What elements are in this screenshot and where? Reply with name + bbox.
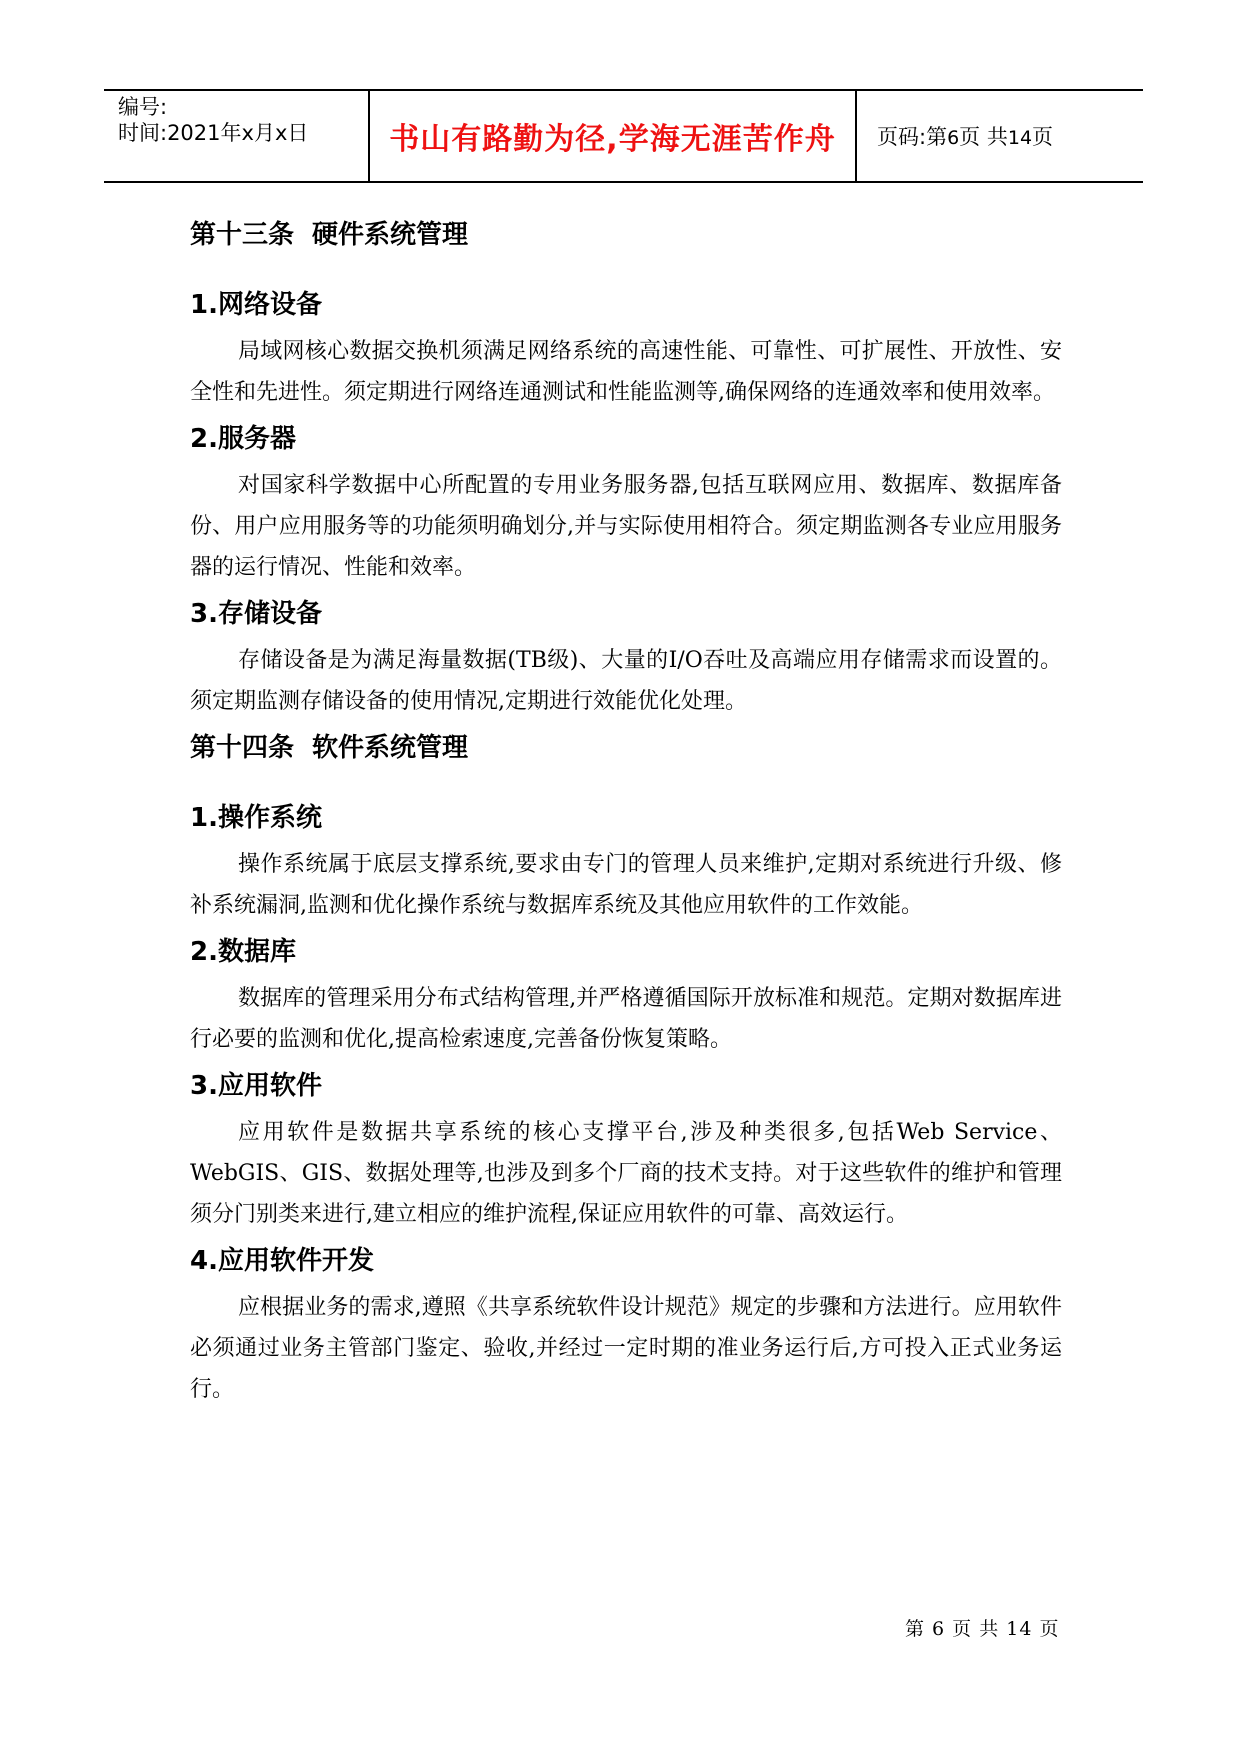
page-end: 页 — [1032, 125, 1054, 149]
section-paragraph: 局域网核心数据交换机须满足网络系统的高速性能、可靠性、可扩展性、开放性、安全性和先进性。须定期进行网络连通测试和性能监测等,确保网络的连通效率和使用效率。 — [190, 339, 1062, 405]
header-info-cell — [104, 91, 368, 181]
document-time-label: 时间:2021年x月x日 — [118, 121, 309, 145]
section-paragraph: 操作系统属于底层支撑系统,要求由专门的管理人员来维护,定期对系统进行升级、修补系统漏洞,监测和优化操作系统与数据库系统及其他应用软件的工作效能。 — [190, 852, 1062, 918]
section-heading: 1.网络设备 — [190, 290, 322, 320]
article-heading — [190, 730, 1062, 766]
article-title: 硬件系统管理 — [312, 220, 469, 250]
page-label: 页码:第 — [877, 125, 948, 149]
section-heading: 2.服务器 — [190, 424, 296, 454]
section-heading: 2.数据库 — [190, 937, 296, 967]
section-paragraph: 应根据业务的需求,遵照《共享系统软件设计规范》规定的步骤和方法进行。应用软件必须通过业务主管部门鉴定、验收,并经过一定时期的准业务运行后,方可投入正式业务运行。 — [190, 1295, 1062, 1402]
section-heading: 4.应用软件开发 — [190, 1246, 374, 1276]
section-paragraph: 对国家科学数据中心所配置的专用业务服务器,包括互联网应用、数据库、数据库备份、用户应用服务等的功能须明确划分,并与实际使用相符合。须定期监测各专业应用服务器的运行情况、性能和效率。 — [190, 473, 1062, 580]
header-page-cell — [857, 91, 1143, 181]
document-number-label: 编号: — [118, 95, 168, 119]
page-total: 14 — [1007, 127, 1033, 149]
article-heading — [190, 217, 1062, 253]
page-footer: 第 6 页 共 14 页 — [905, 1618, 1060, 1640]
article-title: 软件系统管理 — [312, 733, 469, 763]
page-header — [104, 89, 1143, 183]
section-paragraph: 应用软件是数据共享系统的核心支撑平台,涉及种类很多,包括Web Service、WebGIS、GIS、数据处理等,也涉及到多个厂商的技术支持。对于这些软件的维护和管理须分门别类来进行,建立相应的维护流程,保证应用软件的可靠、高效运行。 — [190, 1120, 1062, 1227]
page-mid: 页 共 — [959, 125, 1008, 149]
section-paragraph: 存储设备是为满足海量数据(TB级)、大量的I/O吞吐及高端应用存储需求而设置的。须定期监测存储设备的使用情况,定期进行效能优化处理。 — [190, 648, 1062, 714]
section-heading: 3.应用软件 — [190, 1071, 322, 1101]
article-number: 第十四条 — [190, 733, 295, 763]
header-motto-cell — [368, 91, 857, 181]
header-motto: 书山有路勤为径,学海无涯苦作舟 — [389, 122, 836, 157]
header-page-info — [877, 121, 1053, 151]
section-heading: 3.存储设备 — [190, 599, 322, 629]
section-paragraph: 数据库的管理采用分布式结构管理,并严格遵循国际开放标准和规范。定期对数据库进行必要的监测和优化,提高检索速度,完善备份恢复策略。 — [190, 986, 1062, 1052]
section-heading: 1.操作系统 — [190, 803, 322, 833]
page-current: 6 — [947, 127, 960, 149]
article-number: 第十三条 — [190, 220, 295, 250]
document-body — [190, 217, 1062, 1418]
